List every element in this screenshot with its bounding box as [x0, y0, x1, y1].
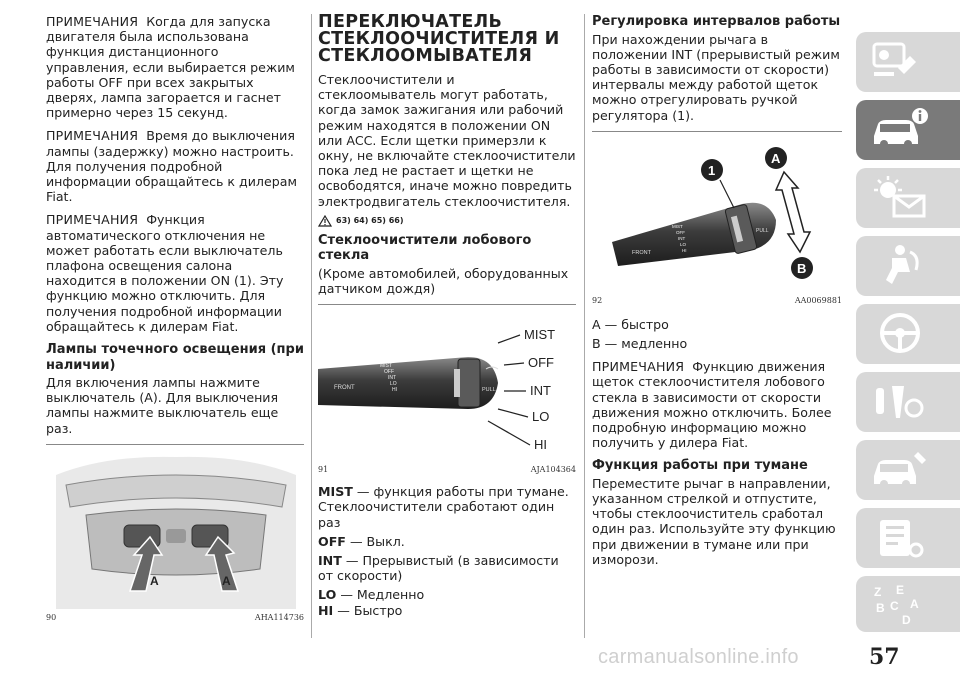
svg-text:LO: LO [680, 241, 687, 247]
svg-text:PULL: PULL [482, 387, 496, 394]
interval-knob-illustration [592, 132, 842, 292]
line-b-slow: B — медленно [592, 335, 688, 351]
airbag-seat-icon [870, 242, 930, 288]
svg-text:MIST: MIST [380, 363, 392, 370]
interval-body: При нахождении рычага в положении INT (прерывистый режим работы в зависимости от скорости) интервалы между работой щеток можно отрегулировать ручкой регулятора (1). [592, 31, 840, 123]
windshield-heading: Стеклоочистители лобового стекла [318, 232, 532, 264]
steering-wheel-icon [870, 310, 930, 356]
svg-text:FRONT: FRONT [334, 385, 355, 392]
figure-91-wiper-stalk [318, 305, 576, 461]
svg-text:MIST: MIST [672, 223, 683, 229]
mode-definitions [318, 484, 576, 618]
svg-text:PULL: PULL [756, 227, 769, 234]
figure-caption: 91 AJA104364 [318, 465, 576, 475]
tab-warning-lights[interactable] [856, 168, 960, 228]
figure-92-interval-knob [592, 132, 842, 292]
spot-lamps-heading: Лампы точечного освещения (при наличии) [46, 342, 304, 373]
column-right [592, 14, 842, 575]
tools-icon [870, 378, 930, 424]
label-mist: MIST [524, 327, 556, 343]
label-hi: HI [534, 437, 547, 453]
index-icon [870, 582, 930, 628]
warning-lights-icon [870, 174, 930, 220]
def-hi: HI — Быстро [318, 602, 403, 618]
def-mist: MIST — функция работы при тумане. Стеклоочистители сработают один раз [318, 484, 569, 530]
figure-caption: 90 AHA114736 [46, 612, 304, 622]
wiper-stalk-illustration [318, 305, 576, 461]
column-left [46, 14, 304, 622]
line-a-fast: A — быстро [592, 316, 669, 332]
column-divider [584, 14, 585, 638]
label-off: OFF [528, 355, 554, 371]
svg-text:FRONT: FRONT [632, 249, 651, 256]
label-lo: LO [532, 409, 550, 425]
wiper-intro: Стеклоочистители и стеклоомыватель могут работать, когда замок зажигания или рабочий режим находятся в положении ON или ACC. Если щетки примерзли к окну, не включайте стеклоочистители пока лед не растает и щетки не освободятся, иначе можно повредить электродвигатель стеклоочистителя. [318, 72, 576, 209]
tab-emergency[interactable] [856, 372, 960, 432]
tab-index[interactable] [856, 576, 960, 632]
map-lamp-illustration [46, 445, 304, 609]
svg-text:B: B [876, 601, 885, 615]
svg-text:A: A [771, 150, 781, 166]
svg-text:HI: HI [682, 247, 687, 253]
tab-car-info[interactable] [856, 100, 960, 160]
tab-dashboard[interactable] [856, 32, 960, 92]
mist-body: Переместите рычаг в направлении, указанном стрелкой и отпустите, чтобы стеклоочиститель сработал один раз. Используйте эту функцию при движении в тумане или при изморози. [592, 475, 836, 567]
svg-text:D: D [902, 613, 911, 627]
column-divider [311, 14, 312, 638]
svg-text:1: 1 [708, 162, 716, 178]
car-service-icon [870, 446, 930, 492]
double-arrow-icon [776, 172, 810, 252]
def-off: OFF — Выкл. [318, 533, 405, 549]
interval-heading: Регулировка интервалов работы [592, 14, 841, 29]
warning-triangle-icon [318, 215, 332, 227]
svg-text:INT: INT [678, 235, 686, 241]
column-middle [318, 14, 576, 626]
svg-text:Z: Z [874, 585, 882, 599]
svg-text:OFF: OFF [384, 369, 394, 376]
tab-starting-driving[interactable] [856, 304, 960, 364]
def-int: INT — Прерывистый (в зависимости от скорости) [318, 553, 559, 584]
svg-text:INT: INT [388, 375, 397, 382]
tab-technical-data[interactable] [856, 508, 960, 568]
note-delay: ПРИМЕЧАНИЯ Время до выключения лампы (задержку) можно настроить. Для получения подробной информации обращайтесь к дилерам Fiat. [46, 128, 297, 205]
svg-text:B: B [797, 260, 807, 276]
svg-text:A: A [910, 597, 919, 611]
figure-caption: 92 AA0069881 [592, 295, 842, 305]
section-title: ПЕРЕКЛЮЧАТЕЛЬ СТЕКЛООЧИСТИТЕЛЯ И СТЕКЛООМЫВАТЕЛЯ [318, 12, 560, 66]
dashboard-icon [870, 38, 920, 84]
tab-safety[interactable] [856, 236, 960, 296]
watermark: carmanualsonline.info [598, 646, 799, 668]
label-a-left: A [150, 573, 159, 588]
spot-lamps-body: Для включения лампы нажмите выключатель (А). Для выключения лампы нажмите выключатель еще раз. [46, 375, 279, 436]
warning-refs: 63) 64) 65) 66) [318, 215, 576, 227]
technical-data-icon [870, 514, 930, 560]
svg-text:E: E [896, 583, 905, 597]
svg-text:HI: HI [392, 387, 397, 394]
figure-90-map-lamps [46, 445, 304, 609]
note-auto-off: ПРИМЕЧАНИЯ Функция автоматического отключения не может работать если выключатель плафона освещения салона находится в положении ON (1). Эту функцию можно отключить. Для получения подробной информации обращайтесь к дилерам Fiat. [46, 212, 284, 334]
svg-text:C: C [890, 599, 899, 613]
svg-text:LO: LO [390, 381, 397, 388]
mist-heading: Функция работы при тумане [592, 458, 808, 474]
page-number: 57 [869, 644, 900, 670]
label-a-right: A [222, 573, 231, 588]
note-auto-start: ПРИМЕЧАНИЯ Когда для запуска двигателя была использована функция дистанционного управления, если выбирается режим работы OFF при всех закрытых дверях, лампа загорается и гаснет примерно через 15 секунд. [46, 14, 295, 121]
windshield-note: (Кроме автомобилей, оборудованных датчиком дождя) [318, 265, 569, 297]
tab-service[interactable] [856, 440, 960, 500]
note-speed: ПРИМЕЧАНИЯ Функцию движения щеток стеклоочистителя лобового стекла в зависимости от скорости движения можно отключить. Более подробную информацию можно получить у дилера Fiat. [592, 359, 832, 451]
svg-text:OFF: OFF [676, 229, 685, 235]
def-lo: LO — Медленно [318, 587, 425, 603]
label-int: INT [530, 383, 551, 399]
car-info-icon [870, 106, 930, 152]
